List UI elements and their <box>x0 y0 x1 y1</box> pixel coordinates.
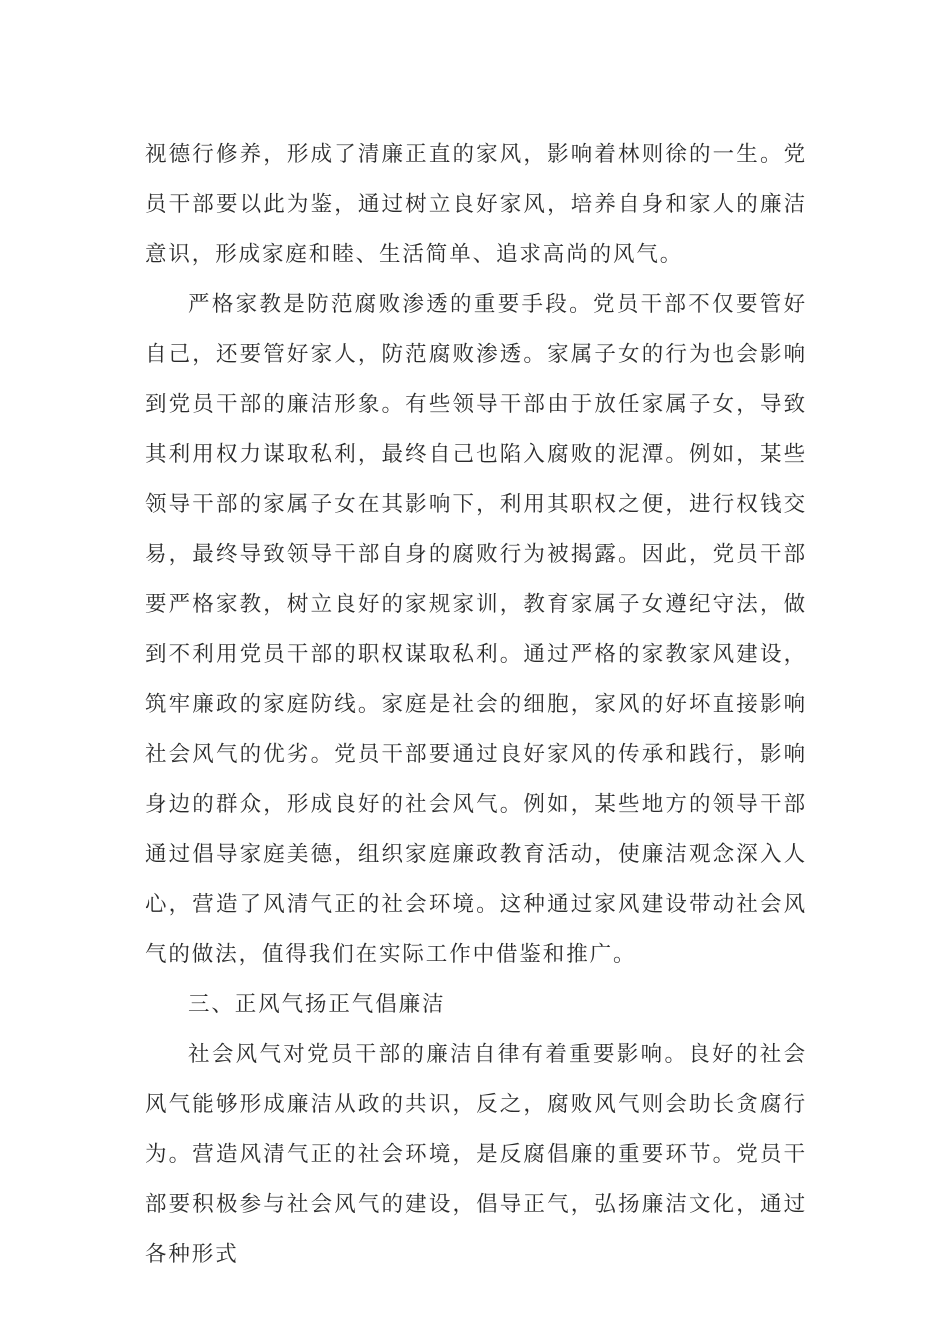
document-body <box>145 130 807 1280</box>
paragraph-strict-family-education: 严格家教是防范腐败渗透的重要手段。党员干部不仅要管好自己，还要管好家人，防范腐败渗透。家属子女的行为也会影响到党员干部的廉洁形象。有些领导干部由于放任家属子女，导致其利用权力谋取私利，最终自己也陷入腐败的泥潭。例如，某些领导干部的家属子女在其影响下，利用其职权之便，进行权钱交易，最终导致领导干部自身的腐败行为被揭露。因此，党员干部要严格家教，树立良好的家规家训，教育家属子女遵纪守法，做到不利用党员干部的职权谋取私利。通过严格的家教家风建设，筑牢廉政的家庭防线。家庭是社会的细胞，家风的好坏直接影响社会风气的优劣。党员干部要通过良好家风的传承和践行，影响身边的群众，形成良好的社会风气。例如，某些地方的领导干部通过倡导家庭美德，组织家庭廉政教育活动，使廉洁观念深入人心，营造了风清气正的社会环境。这种通过家风建设带动社会风气的做法，值得我们在实际工作中借鉴和推广。 <box>145 292 807 967</box>
paragraph-social-atmosphere: 社会风气对党员干部的廉洁自律有着重要影响。良好的社会风气能够形成廉洁从政的共识，反之，腐败风气则会助长贪腐行为。营造风清气正的社会环境，是反腐倡廉的重要环节。党员干部要积极参与社会风气的建设，倡导正气，弘扬廉洁文化，通过各种形式 <box>145 1042 807 1267</box>
paragraph-continuation: 视德行修养，形成了清廉正直的家风，影响着林则徐的一生。党员干部要以此为鉴，通过树立良好家风，培养自身和家人的廉洁意识，形成家庭和睦、生活简单、追求高尚的风气。 <box>145 142 807 267</box>
section-heading: 三、正风气扬正气倡廉洁 <box>188 992 446 1017</box>
